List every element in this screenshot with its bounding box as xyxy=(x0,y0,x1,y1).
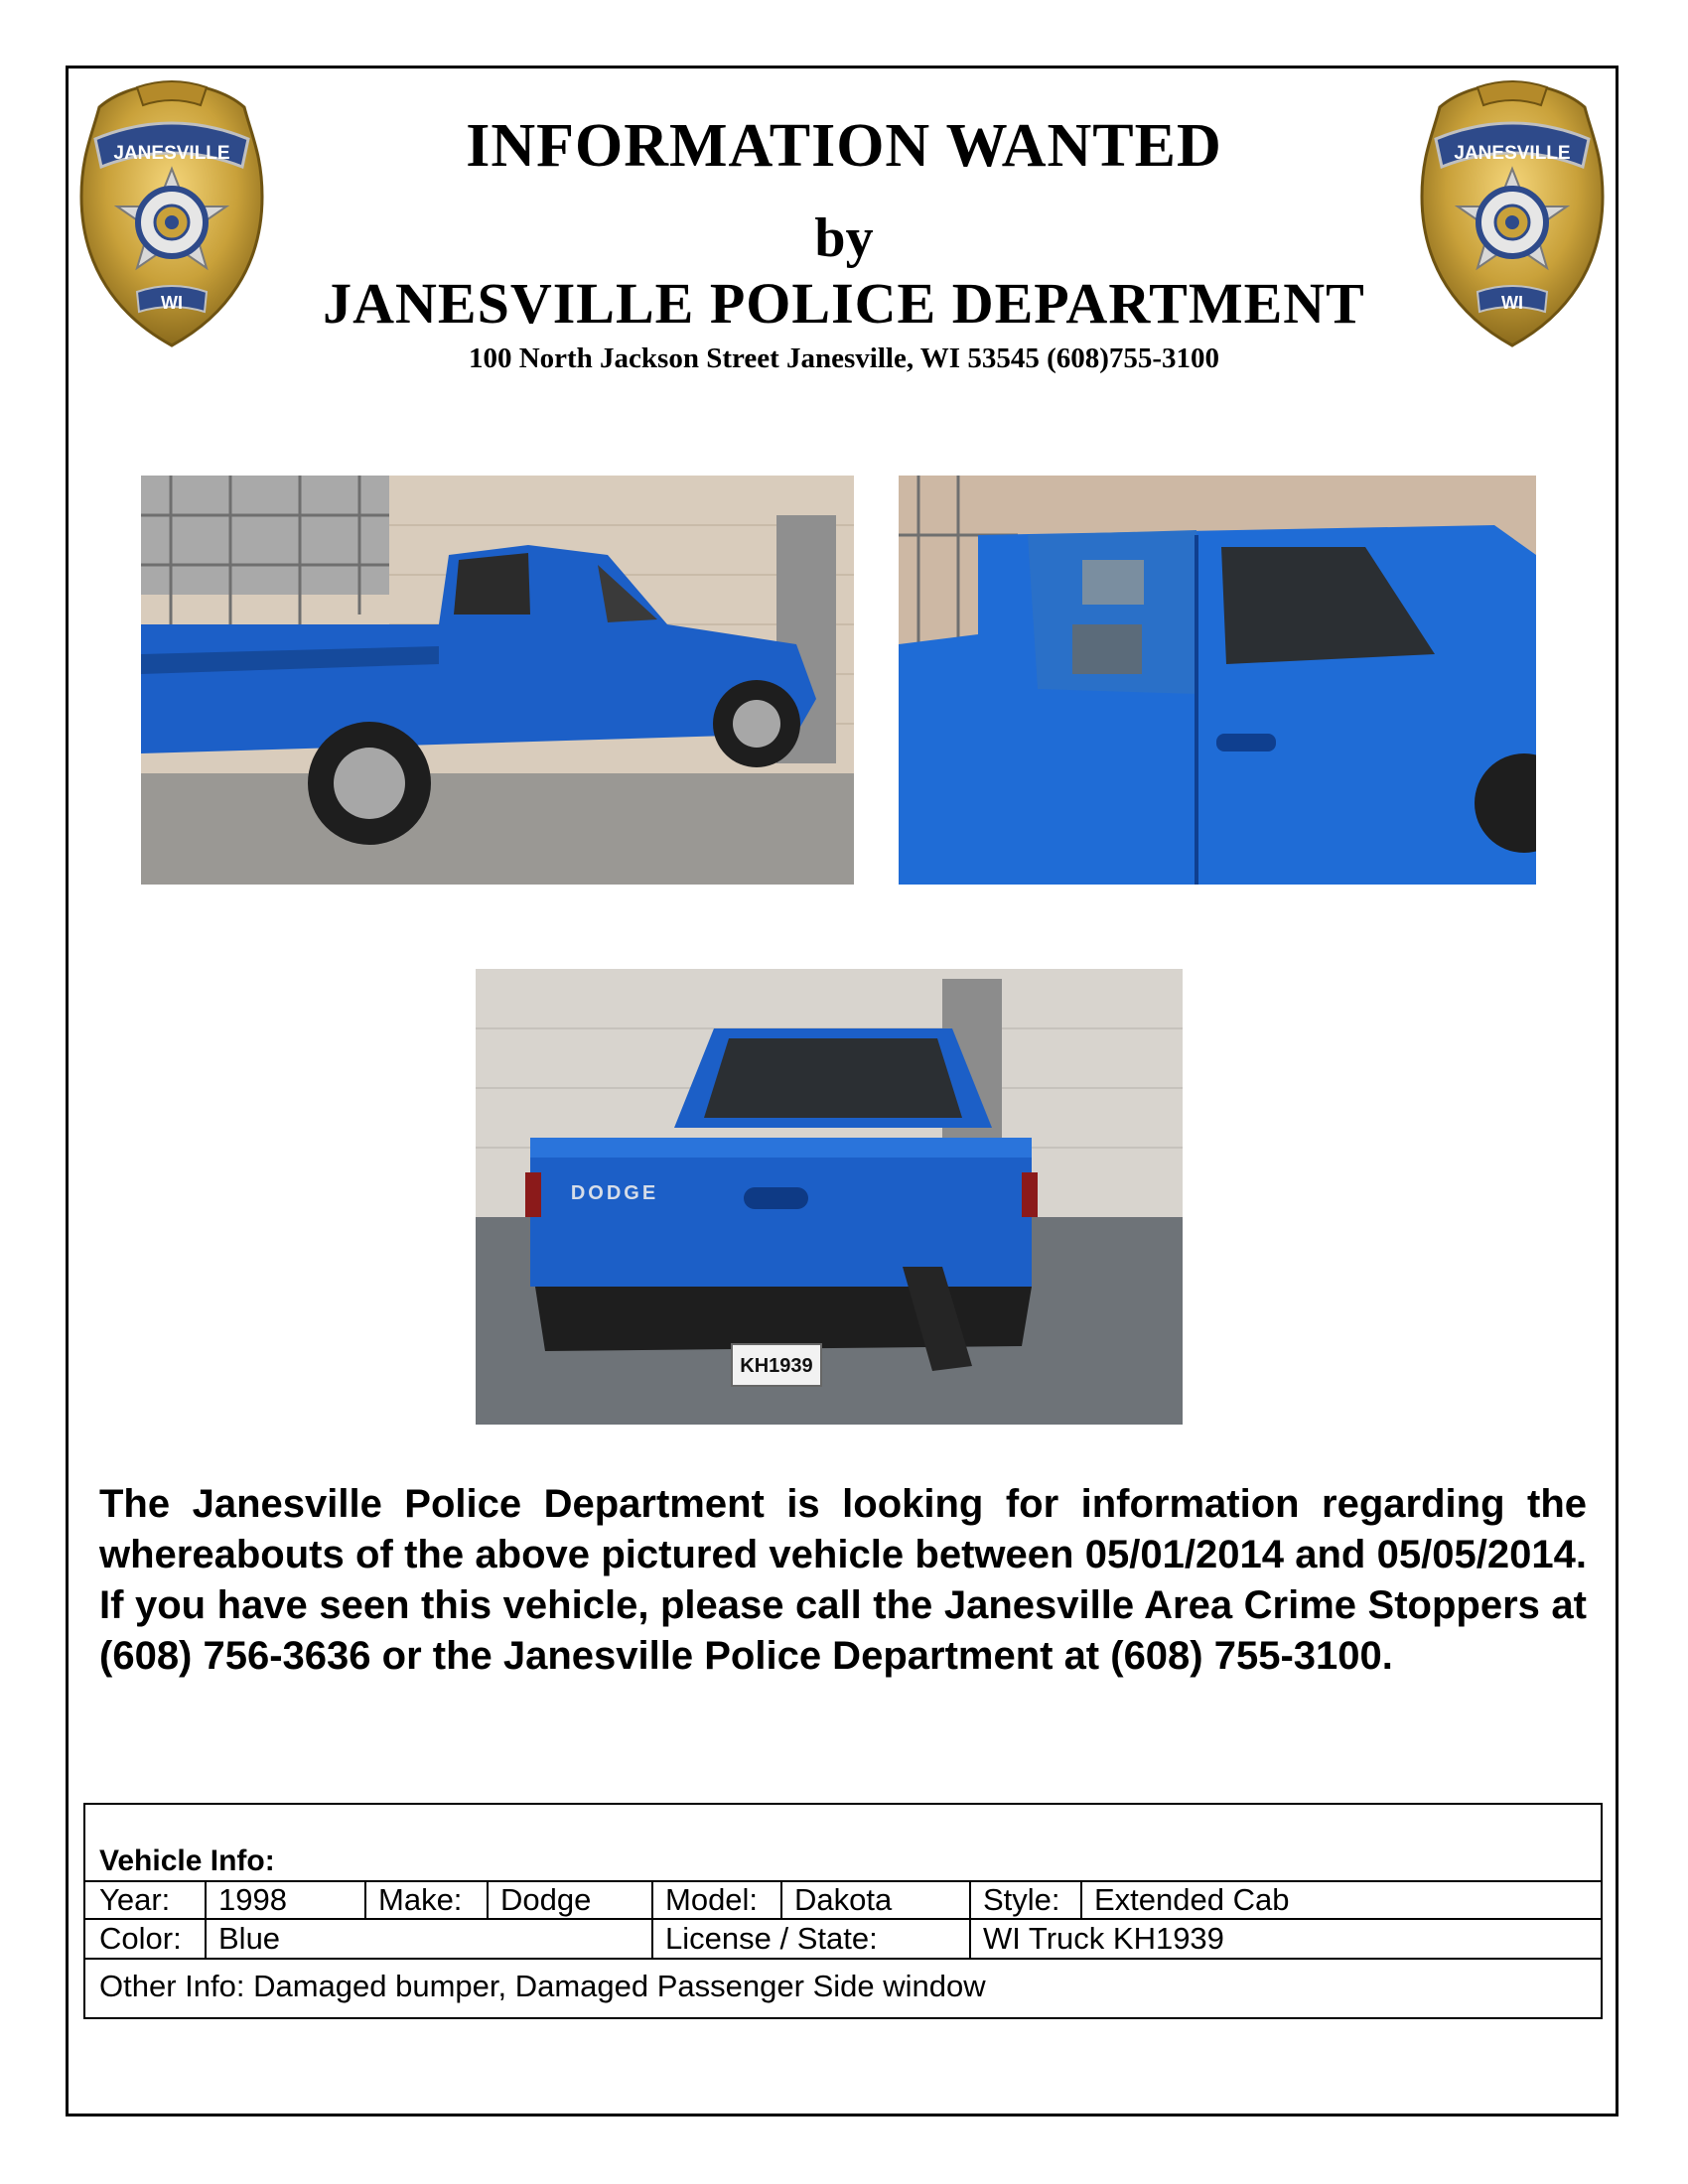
color-label: Color: xyxy=(99,1921,182,1956)
table-divider xyxy=(205,1880,207,1958)
make-label: Make: xyxy=(378,1882,463,1917)
table-divider xyxy=(364,1880,366,1918)
vehicle-info-table xyxy=(83,1803,1603,2019)
table-divider xyxy=(487,1880,489,1918)
model-value: Dakota xyxy=(794,1882,893,1917)
table-divider xyxy=(651,1880,653,1958)
other-info: Other Info: Damaged bumper, Damaged Passenger Side window xyxy=(99,1969,986,2003)
license-plate-text: KH1939 xyxy=(740,1355,813,1377)
truck-passenger-side-photo xyxy=(899,476,1536,885)
year-label: Year: xyxy=(99,1882,171,1917)
page-title: INFORMATION WANTED xyxy=(466,112,1222,180)
license-value: WI Truck KH1939 xyxy=(983,1921,1224,1956)
badge-city-text: JANESVILLE xyxy=(1454,143,1571,164)
table-divider xyxy=(780,1880,782,1918)
badge-state-text: WI xyxy=(1501,293,1523,313)
style-value: Extended Cab xyxy=(1094,1882,1290,1917)
model-label: Model: xyxy=(665,1882,759,1917)
table-divider xyxy=(1080,1880,1082,1918)
badge-state-text: WI xyxy=(161,293,183,313)
style-label: Style: xyxy=(983,1882,1060,1917)
title-by: by xyxy=(814,207,874,269)
truck-side-rear-photo xyxy=(141,476,854,885)
table-divider xyxy=(969,1880,971,1958)
color-value: Blue xyxy=(218,1921,281,1956)
badge-city-text: JANESVILLE xyxy=(113,143,230,164)
vehicle-info-title: Vehicle Info: xyxy=(99,1844,275,1877)
tailgate-text: DODGE xyxy=(570,1182,659,1204)
department-name: JANESVILLE POLICE DEPARTMENT xyxy=(323,271,1365,336)
table-divider xyxy=(85,1958,1601,1960)
notice-paragraph: The Janesville Police Department is looking for information regarding the whereabouts of the above pictured vehicle between 05/01/2014 and 05/05/2014. If you have seen this vehicle, please call the Janesville Area Crime Stoppers at (608) 756-3636 or the Janesville Police Department at (608) 755-3100. xyxy=(99,1482,1587,1678)
department-address: 100 North Jackson Street Janesville, WI 53545 (608)755-3100 xyxy=(468,342,1220,374)
truck-rear-photo xyxy=(476,969,1183,1425)
year-value: 1998 xyxy=(218,1882,287,1917)
license-label: License / State: xyxy=(665,1921,878,1956)
make-value: Dodge xyxy=(500,1882,592,1917)
